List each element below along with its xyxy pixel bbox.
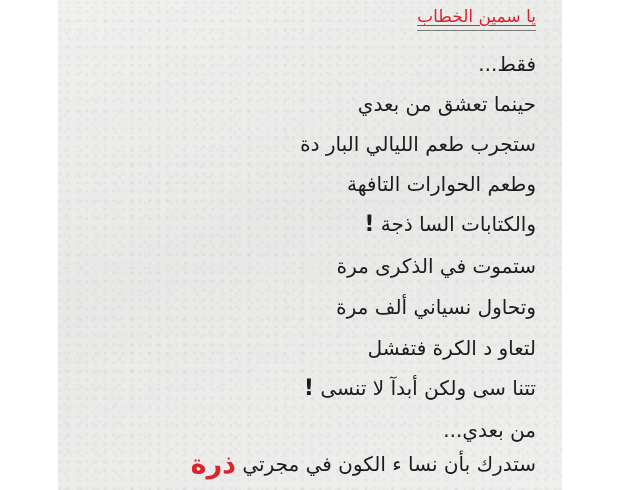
author-name: يا سمين الخطاب: [417, 6, 536, 31]
poem-line-5: [364, 212, 536, 237]
poem-line-7: وتحاول نسياني ألف مرة: [336, 295, 536, 319]
poem-line-4: وطعم الحوارات التافهة: [346, 172, 536, 196]
poem-line-9: [304, 376, 536, 401]
poem-line-9-text: تتنا سى ولكن أبدآ لا تنسى: [320, 376, 536, 400]
poem-line-2: حينما تعشق من بعدي: [357, 92, 536, 116]
poem-line-3: ستجرب طعم الليالي البار دة: [300, 132, 536, 156]
exclamation-mark: !: [364, 212, 375, 237]
poem-line-11-text: ستدرك بأن نسا ء الكون في مجرتي: [242, 452, 536, 476]
accent-word: ذرة: [190, 449, 236, 480]
poem-line-6: ستموت في الذكرى مرة: [336, 254, 536, 278]
poem-line-1: فقط...: [478, 52, 536, 76]
poem-line-5-text: والكتابات السا ذجة: [380, 212, 536, 236]
poem-line-11: [190, 449, 536, 480]
exclamation-mark: !: [303, 376, 314, 401]
poem-line-10: من بعدي...: [443, 418, 536, 442]
poem-line-8: لتعاو د الكرة فتفشل: [367, 336, 536, 360]
poem-card: [58, 0, 562, 490]
